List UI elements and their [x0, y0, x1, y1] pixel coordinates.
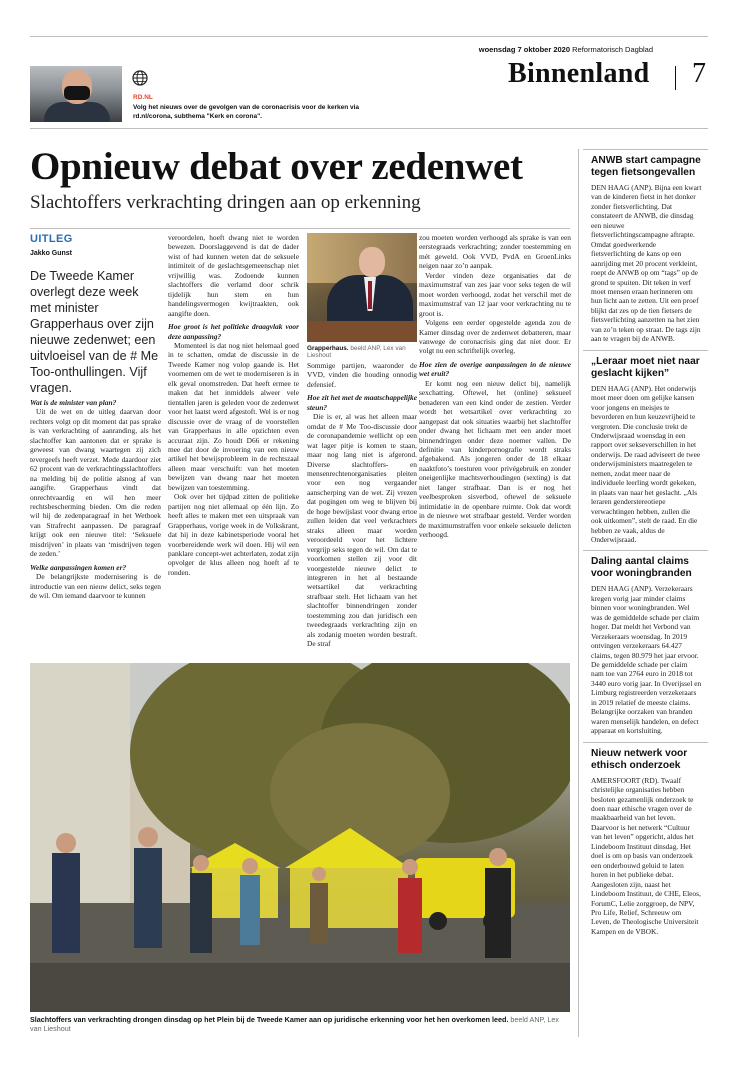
protest-scene — [30, 663, 570, 1012]
grapperhaus-photo — [307, 233, 417, 342]
body-paragraph: Uit de wet en de uitleg daarvan door rechters volgt op dit moment dat pas sprake is van verkrachting of aanranding, als het slachtoffer kan aantonen dat er sprake is geweest van dwang waartegen zij zich tevergeefs heeft verzet. Mede daardoor ziet 62 procent van de verkrachtingsslachtoffers na melding bij de politie alsnog af van aangifte. Grapperhaus vindt dat onrechtvaardig en wil hen meer rechtsbescherming bieden. Om die reden wil hij de zedenparagraaf in het Wetboek van Strafrecht aanpassen. De paragraaf krijgt ook een nieuwe titel: ‘Seksuele misdrijven’ in plaats van ‘misdrijven tegen de zeden.’ — [30, 407, 161, 559]
body-paragraph: Sommige partijen, waaronder de VVD, vinden die houding onnodig defensief. — [307, 361, 417, 389]
body-paragraph: Ook over het tijdpad zitten de politieke partijen nog niet allemaal op één lijn. Zo heeft alles te maken met een uitspraak van Grapperhaus, vorige week in de Volkskrant, dat hij in deze kabinetsperiode vooral het voorbereidende werk wil doen. Hij wil een panklare concept-wet achterlaten, zodat zijn opvolger de klus alleen nog hoeft af te ronden. — [168, 492, 299, 577]
brief-title: Daling aantal claims voor woningbranden — [591, 556, 692, 580]
promo-tag[interactable]: RD.NL — [133, 94, 153, 101]
promo-thumbnail[interactable] — [30, 66, 122, 122]
dateline — [420, 45, 653, 54]
page-number: 7 — [692, 58, 706, 89]
photo-caption — [307, 345, 419, 359]
brief-title: ANWB start campagne tegen fietsongevallen — [591, 155, 701, 178]
article-column-1 — [30, 398, 161, 601]
news-briefs-sidebar — [583, 149, 708, 942]
body-paragraph: Volgens een eerder opgestelde agenda zou de Kamer dinsdag over de zedenwet debatteren, maar vanwege de coronacrisis ging dat niet door. Er volgt nu een schriftelijk overleg. — [419, 318, 571, 356]
globe-icon — [132, 70, 148, 86]
article-author: Jakko Gunst — [30, 250, 73, 257]
brief-item — [583, 550, 708, 741]
protest-photo-caption — [30, 1015, 570, 1033]
body-paragraph: Die is er, al was het alleen maar omdat de # Me Too-discussie door de coronapandemie wellicht op een wat lager pitje is komen te staan, maar nog lang niet is afgerond. Diverse slachtoffers- en mensenrechtenorganisaties pleiten voor een nog vergaander aanscherping van de wet. Zij vrezen dat pogingen om weg te blijven bij de hoge bewijslast voor dwang ertoe zullen leiden dat veel verkrachters straks alleen maar worden veroordeeld voor het lichtere vergrijp seks tegen de wil. Om dat te voorkomen stellen zij voor dit voorgestelde nieuwe delict te integreren in het al bestaande wetsartikel dat verkrachting strafbaar stelt. Het lichaam van het slachtoffer binnendringen zonder toestemming zou dan juridisch een tweedegraads verkrachting zijn en als zodanig moeten worden bestraft. De straf — [307, 412, 417, 649]
brief-text: DEN HAAG (ANP). Het onderwijs moet meer doen om gelijke kansen voor jongens en meisjes te bevorderen en hun keuzevrijheid te vergroten. Die conclusie trekt de Onderwijsraad woensdag in een rapport over sekseverschillen in het onderwijs. De raad adviseert de twee onderwijsministers maatregelen te nemen, zodat meer naar de individuele leerling wordt gekeken, in plaats van naar het geslacht. „Als leraren genderstereotiepe verwachtingen hebben, zullen die ook uitkomen”, stelt de raad. En die hebben ze vaak, aldus de Onderwijsraad. — [591, 383, 701, 544]
photo-credit: beeld ANP, Lex van Lieshout — [30, 1015, 559, 1033]
article-lead: De Tweede Kamer overlegt deze week met minister Grapperhaus over zijn nieuwe zedenwet; een uitvloeisel van de # Me Too-onthullingen. Vijf vragen. — [30, 269, 159, 395]
paper-name: Reformatorisch Dagblad — [572, 45, 653, 54]
body-paragraph: zou moeten worden verhoogd als sprake is van een eerstegraads verkrachting; zonder toestemming en mét geweld. Ook VVD, PvdA en GroenLinks neigen naar zo’n aanpak. — [419, 233, 571, 271]
photo-credit: beeld ANP, Lex van Lieshout — [307, 345, 406, 359]
section-divider — [675, 66, 676, 90]
article-column-4 — [419, 233, 571, 540]
brief-item — [583, 350, 708, 551]
brief-text: DEN HAAG (ANP). Bijna een kwart van de kinderen fietst in het donker zonder fietsverlichting. Dat constateert de ANWB, die dinsdag een nieuwe fietsverlichtingscampagne aftrapte. Omdat goedwerkende fietsverlichting de kans op een aanrijding met 20 procent verkleint, roept de ANWB op om “tags” op de grond te spuiten. Dit teken in verf moet mensen eraan herinneren om hun licht aan te zetten. Uit een proef blijkt dat zes op de tien fietsers de fietsverlichting aanzetten na het zien van zo’n teken op straat. De tags zijn aan te vragen bij de ANWB. — [591, 183, 702, 344]
promo-text[interactable]: Volg het nieuws over de gevolgen van de coronacrisis voor de kerken via rd.nl/corona, subthema "Kerk en corona". — [133, 104, 360, 120]
headline-rule — [30, 228, 570, 229]
question-heading: Welke aanpassingen komen er? — [30, 562, 127, 572]
question-heading: Hoe groot is het politieke draagvlak voor deze aanpassing? — [168, 322, 299, 341]
brief-text: DEN HAAG (ANP). Verzekeraars kregen vorig jaar minder claims binnen voor woningbranden. Wel was de gemiddelde schade per claim hoger. Dat meldt het Verbond van Verzekeraars woensdag. In 2019 ontvingen verzekeraars 64.427 claims, tegen 80.979 het jaar ervoor. De gemiddelde schade per claim nam toe van 2764 euro in 2018 tot 3440 euro vorig jaar. In Overijssel en Limburg registreerden verzekeraars in 2019 relatief de meeste claims. Belangrijke oorzaken van branden waren menselijk handelen, en defect apparaat en kortsluiting. — [591, 584, 702, 736]
question-heading: Hoe zit het met de maatschappelijke steun? — [307, 393, 417, 412]
article-column-2 — [168, 233, 299, 577]
brief-title: „Leraar moet niet naar geslacht kijken” — [591, 355, 700, 379]
article-subheadline: Slachtoffers verkrachting dringen aan op erkenning — [30, 192, 421, 213]
caption-text: Slachtoffers van verkrachting drongen dinsdag op het Plein bij de Tweede Kamer aan op juridische erkenning voor het hen overkomen leed. — [30, 1015, 509, 1024]
body-paragraph: Er komt nog een nieuw delict bij, namelijk sexchatting. Oftewel, het (online) seksueel benaderen van een kind onder de zestien. Verder wordt het wetsartikel over verkrachting zo aangepast dat ook situaties waarbij het slachtoffer onder dwang het lichaam met een ander moet binnendringen onder deze noemer vallen. De definitie van kinderpornografie wordt straks afgebakend. Als jongeren onder de 18 elkaar naaktfoto’s toesturen voor privégebruik en zonder oneigenlijke machtsverhoudingen (sexting) is dat niet langer strafbaar. Dan is er nog het veelbesproken sisverbod, oftewel de seksuele intimidatie in de openbare ruimte. Ook dat wordt in de nieuwe wet strafbaar gesteld. Verder worden de maximumstraffen voor enkele seksuele delicten verhoogd. — [419, 378, 571, 540]
caption-text: Grapperhaus. — [307, 345, 349, 352]
article-headline: Opnieuw debat over zedenwet — [30, 145, 523, 188]
article-kicker: UITLEG — [30, 233, 73, 245]
body-paragraph: veroordelen, hoeft dwang niet te worden bewezen. Doorslaggevend is dat de dader wist of had kunnen weten dat de seksuele intimiteit of de geslachtsgemeenschap niet vrijwillig was. Zodoende kunnen slachtoffers die verlamd door schrik tijdelijk hun stem en hun handelingsvermogen kwijtraakten, ook aangifte doen. — [168, 233, 299, 318]
brief-item — [583, 742, 708, 943]
body-paragraph: Momenteel is dat nog niet helemaal goed in te schatten, omdat de discussie in de Tweede Kamer nog volop gaande is. Het voornemen om de wet te moderniseren is in elk geval onomstreden. Dat heeft ermee te maken dat het inmiddels alweer vele tientallen jaren is geleden voor de zedenwet voor het laatst werd afgestoft. Wel is er nog discussie over de vraag of de voorstellen van Grapperhaus in alle opzichten even accuraat zijn. Zo houdt D66 er rekening mee dat door de invoering van een nieuw artikel het bewijsprobleem in de rechtszaal alleen maar verschuift: van het moeten bewijzen van dwang naar het moeten bewijzen van toestemming. — [168, 340, 299, 492]
issue-date: woensdag 7 oktober 2020 — [478, 45, 571, 54]
protest-photo — [30, 663, 570, 1012]
body-paragraph: Verder vinden deze organisaties dat de maximumstraf van zes jaar voor seks tegen de wil moet worden verhoogd, zodat het verschil met de maximumstraf van 12 jaar voor verkrachting nu te groot is. — [419, 270, 571, 318]
brief-title: Nieuw netwerk voor ethisch onderzoek — [591, 747, 688, 771]
header-rule — [30, 128, 708, 129]
section-title: Binnenland — [508, 58, 650, 89]
top-rule — [30, 36, 708, 37]
question-heading: Hoe zien de overige aanpassingen in de nieuwe wet eruit? — [419, 359, 571, 379]
article-column-3 — [307, 361, 417, 649]
brief-text: AMERSFOORT (RD). Twaalf christelijke organisaties hebben besloten gezamenlijk onderzoek te doen naar ethische vragen over de maakbaarheid van het leven. Daarvoor is het netwerk “Cultuur van het leven” opgericht, aldus het Lindeboom Instituut dinsdag. Het doel is om op basis van onderzoek een onderbouwd geluid te laten horen in het publieke debat. Aangesloten zijn, naast het Lindeboom Instituut, de CHE, Eleos, ForumC, Lelie zorggroep, de NPV, Pro Life, Relief, Schreeuw om Leven, de Theologische Universiteit Kampen en de VBOK. — [591, 775, 701, 936]
brief-item — [583, 149, 708, 350]
body-paragraph: De belangrijkste modernisering is de introductie van een nieuw delict, seks tegen de wil. Om iemand daarvoor te kunnen — [30, 572, 161, 601]
question-heading: Wat is de minister van plan? — [30, 398, 117, 407]
sidebar-divider — [578, 149, 579, 1037]
